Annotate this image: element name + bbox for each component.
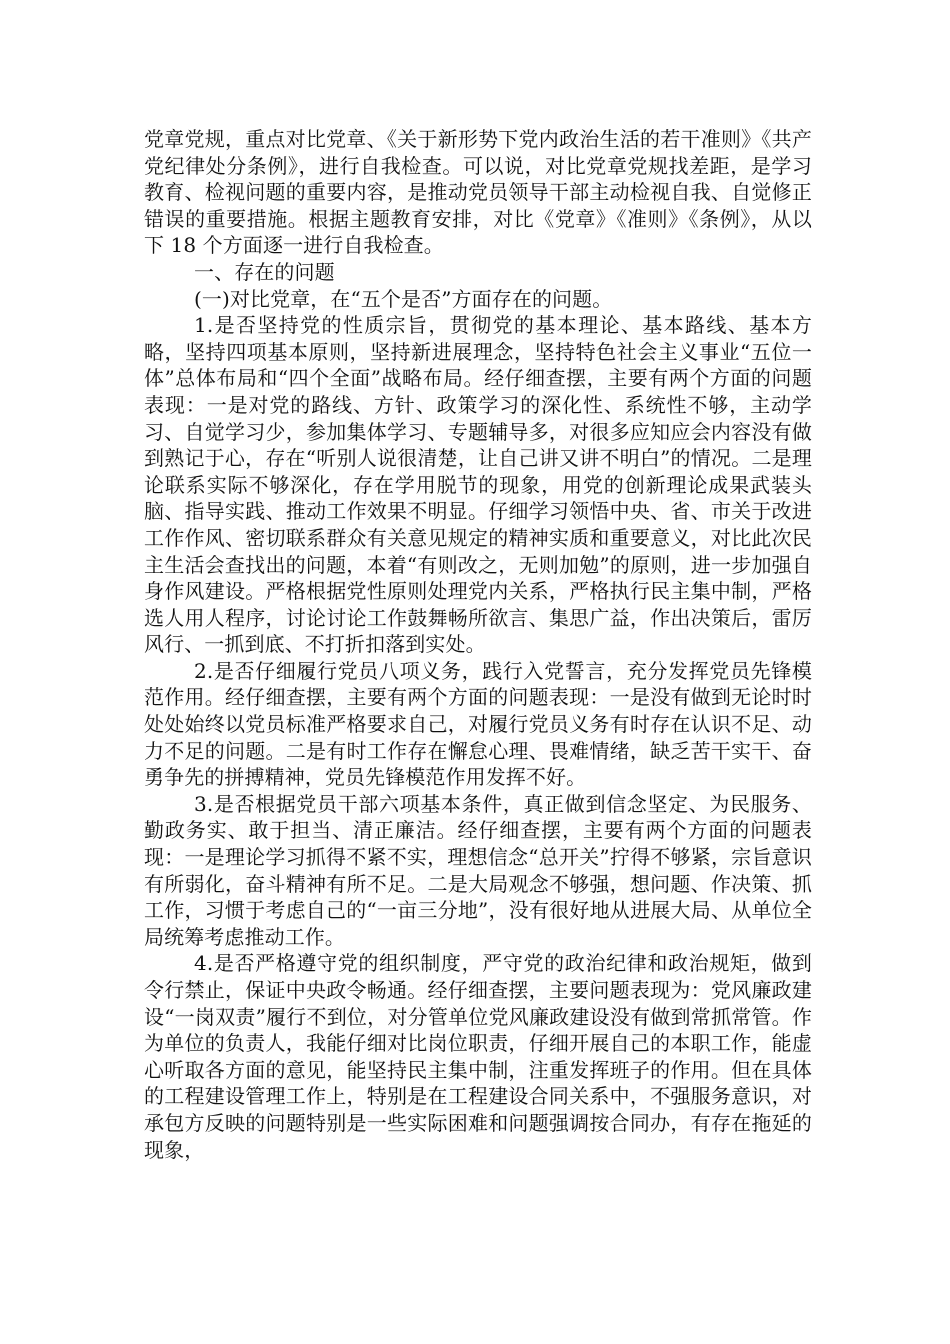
subsection-heading-party-constitution: (一)对比党章，在“五个是否”方面存在的问题。 [194,286,613,311]
section-heading-problems: 一、存在的问题 [194,259,335,284]
item-paragraph-3: 3.是否根据党员干部六项基本条件，真正做到信念坚定、为民服务、勤政务实、敢于担当、清正廉洁。经仔细查摆，主要有两个方面的问题表现：一是理论学习抓得不紧不实，理想信念“总开关”拧得不够紧，宗旨意识有所弱化，奋斗精神有所不足。二是大局观念不够强，想问题、作决策、抓工作，习惯于考虑自己的“一亩三分地”，没有很好地从进展大局、从单位全局统筹考虑推动工作。 [144,791,812,949]
item-paragraph-2: 2.是否仔细履行党员八项义务，践行入党誓言，充分发挥党员先锋模范作用。经仔细查摆，主要有两个方面的问题表现：一是没有做到无论时时处处始终以党员标准严格要求自己，对履行党员义务有时存在认识不足、动力不足的问题。二是有时工作存在懈怠心理、畏难情绪，缺乏苦干实干、奋勇争先的拼搏精神，党员先锋模范作用发挥不好。 [144,658,812,790]
item-paragraph-4: 4.是否严格遵守党的组织制度，严守党的政治纪律和政治规矩，做到令行禁止，保证中央政令畅通。经仔细查摆，主要问题表现为：党风廉政建设“一岗双责”履行不到位，对分管单位党风廉政建设没有做到常抓常管。作为单位的负责人，我能仔细对比岗位职责，仔细开展自己的本职工作，能虚心听取各方面的意见，能坚持民主集中制，注重发挥班子的作用。但在具体的工程建设管理工作上，特别是在工程建设合同关系中，不强服务意识，对承包方反映的问题特别是一些实际困难和问题强调按合同办，有存在拖延的现象， [144,951,812,1162]
intro-paragraph: 党章党规，重点对比党章、《关于新形势下党内政治生活的若干准则》《共产党纪律处分条例》，进行自我检查。可以说，对比党章党规找差距，是学习教育、检视问题的重要内容，是推动党员领导干部主动检视自我、自觉修正错误的重要措施。根据主题教育安排，对比《党章》《准则》《条例》，从以下 18 个方面逐一进行自我检查。 [144,127,812,258]
document-page [144,126,812,1163]
item-paragraph-1: 1.是否坚持党的性质宗旨，贯彻党的基本理论、基本路线、基本方略，坚持四项基本原则，坚持新进展理念，坚持特色社会主义事业“五位一体”总体布局和“四个全面”战略布局。经仔细查摆，主要有两个方面的问题表现：一是对党的路线、方针、政策学习的深化性、系统性不够，主动学习、自觉学习少，参加集体学习、专题辅导多，对很多应知应会内容没有做到熟记于心，存在“听别人说很清楚，让自己讲又讲不明白”的情况。二是理论联系实际不够深化，存在学用脱节的现象，用党的创新理论成果武装头脑、指导实践、推动工作效果不明显。仔细学习领悟中央、省、市关于改进工作作风、密切联系群众有关意见规定的精神实质和重要意义，对比此次民主生活会查找出的问题，本着“有则改之，无则加勉”的原则，进一步加强自身作风建设。严格根据党性原则处理党内关系，严格执行民主集中制，严格选人用人程序，讨论讨论工作鼓舞畅所欲言、集思广益，作出决策后，雷厉风行、一抓到底、不打折扣落到实处。 [144,313,812,657]
